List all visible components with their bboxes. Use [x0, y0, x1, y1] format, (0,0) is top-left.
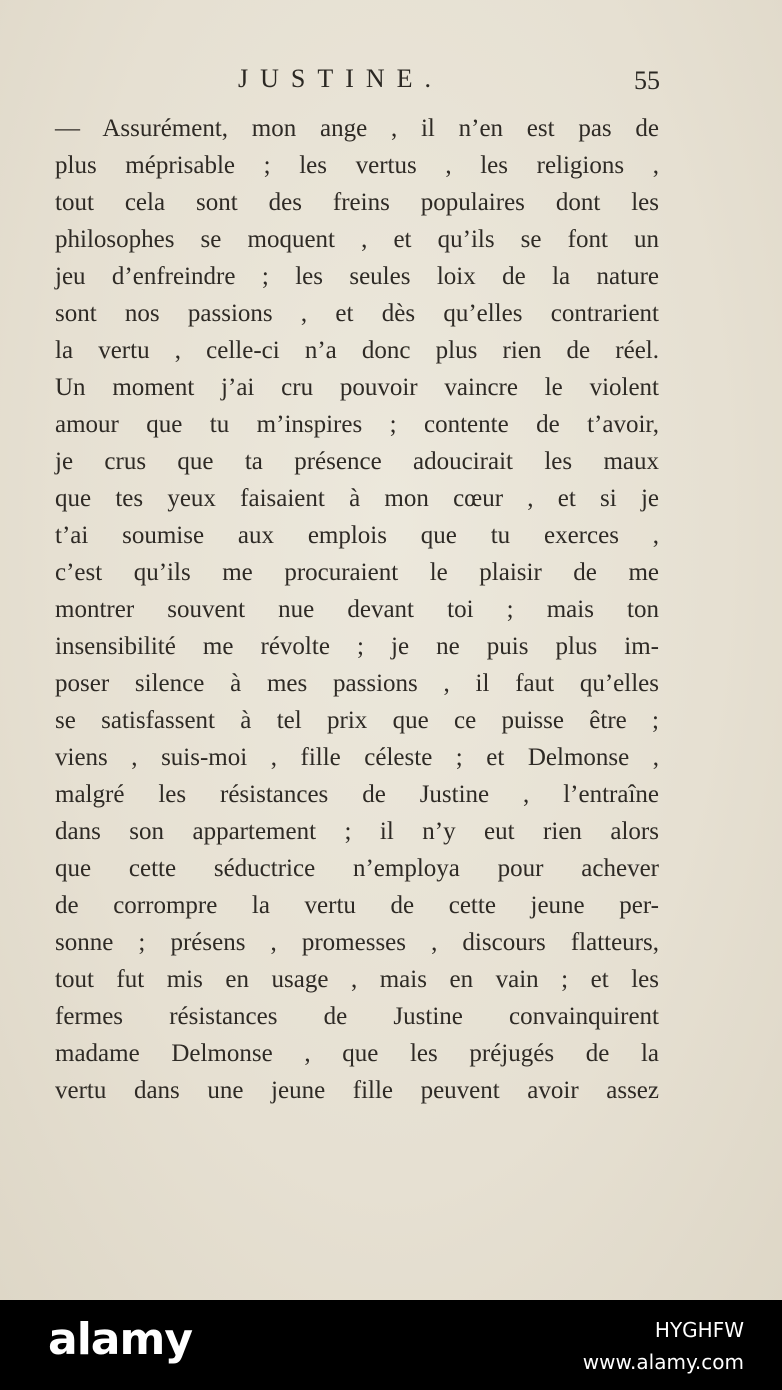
body-text [55, 110, 659, 1109]
text-line: tout fut mis en usage , mais en vain ; et les [55, 966, 659, 993]
text-line: amour que tu m’inspires ; contente de t’avoir, [55, 411, 659, 438]
text-line: jeu d’enfreindre ; les seules loix de la nature [55, 263, 659, 290]
text-line: montrer souvent nue devant toi ; mais ton [55, 596, 659, 623]
text-line: que tes yeux faisaient à mon cœur , et si je [55, 485, 659, 512]
watermark-footer [0, 1300, 782, 1390]
alamy-logo: alamy [48, 1314, 192, 1365]
text-line: madame Delmonse , que les préjugés de la [55, 1040, 659, 1067]
site-url: www.alamy.com [582, 1350, 744, 1374]
text-line: insensibilité me révolte ; je ne puis plus im- [55, 633, 659, 660]
text-line: plus méprisable ; les vertus , les religions , [55, 152, 659, 179]
text-line: — Assurément, mon ange , il n’en est pas de [55, 115, 659, 142]
text-line: philosophes se moquent , et qu’ils se font un [55, 226, 659, 253]
text-line: tout cela sont des freins populaires dont les [55, 189, 659, 216]
page-header [58, 62, 660, 102]
running-title: JUSTINE. [238, 64, 444, 93]
text-line: se satisfassent à tel prix que ce puisse être ; [55, 707, 659, 734]
text-line: poser silence à mes passions , il faut qu’elles [55, 670, 659, 697]
text-line: vertu dans une jeune fille peuvent avoir assez [55, 1077, 659, 1104]
text-line: c’est qu’ils me procuraient le plaisir de me [55, 559, 659, 586]
text-line: sonne ; présens , promesses , discours flatteurs, [55, 929, 659, 956]
text-line: sont nos passions , et dès qu’elles contrarient [55, 300, 659, 327]
text-line: t’ai soumise aux emplois que tu exerces , [55, 522, 659, 549]
text-line: que cette séductrice n’employa pour achever [55, 855, 659, 882]
text-line: dans son appartement ; il n’y eut rien alors [55, 818, 659, 845]
text-line: fermes résistances de Justine convainquirent [55, 1003, 659, 1030]
page-number: 55 [634, 66, 660, 95]
text-line: de corrompre la vertu de cette jeune per- [55, 892, 659, 919]
text-line: Un moment j’ai cru pouvoir vaincre le violent [55, 374, 659, 401]
text-line: malgré les résistances de Justine , l’entraîne [55, 781, 659, 808]
text-line: viens , suis-moi , fille céleste ; et Delmonse , [55, 744, 659, 771]
text-line: je crus que ta présence adoucirait les maux [55, 448, 659, 475]
text-line: la vertu , celle-ci n’a donc plus rien de réel. [55, 337, 659, 364]
image-id: HYGHFW [654, 1318, 744, 1342]
